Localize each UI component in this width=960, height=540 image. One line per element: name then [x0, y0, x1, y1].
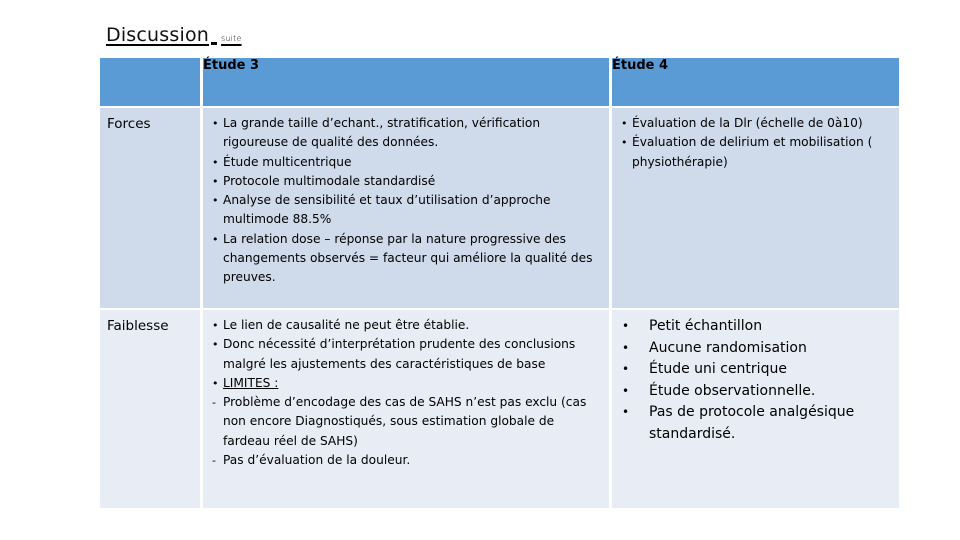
header-etude-4: Étude 4 [612, 58, 899, 108]
row-label-forces: Forces [100, 108, 203, 310]
cell-forces-etude-3 [203, 108, 612, 310]
list-item: • Petit échantillon [620, 316, 891, 338]
list-item: • Aucune randomisation [620, 338, 891, 360]
list-item: • La grande taille d’echant., stratification, vérification rigoureuse de qualité des données. [211, 114, 601, 153]
list-forces-etude-4 [612, 108, 899, 172]
table-header-row [100, 58, 899, 108]
cell-forces-etude-4 [612, 108, 899, 310]
title-underline-mark [211, 42, 217, 45]
table-row-faiblesse [100, 310, 899, 508]
limites-heading: LIMITES : [223, 375, 279, 390]
list-item: • Analyse de sensibilité et taux d’utilisation d’approche multimode 88.5% [211, 191, 601, 230]
cell-faiblesse-etude-3 [203, 310, 612, 508]
table-row-forces [100, 108, 899, 310]
header-etude-3: Étude 3 [203, 58, 612, 108]
list-item: • Évaluation de delirium et mobilisation ( physiothérapie) [620, 133, 891, 172]
list-item: • La relation dose – réponse par la nature progressive des changements observés = facteur qui améliore la qualité des preuves. [211, 230, 601, 288]
cell-faiblesse-etude-4 [612, 310, 899, 508]
list-item: • Évaluation de la Dlr (échelle de 0à10) [620, 114, 891, 133]
list-forces-etude-3 [203, 108, 609, 288]
list-item-limites [211, 374, 601, 393]
list-item-dash: - Problème d’encodage des cas de SAHS n’est pas exclu (cas non encore Diagnostiqués, sous estimation globale de fardeau réel de SAHS) [211, 393, 601, 451]
list-faiblesse-etude-4 [612, 310, 899, 445]
slide-title-main: Discussion [106, 24, 210, 46]
slide-title [106, 22, 242, 46]
header-empty-cell [100, 58, 203, 108]
list-item: • Le lien de causalité ne peut être établie. [211, 316, 601, 335]
list-item: • Donc nécessité d’interprétation prudente des conclusions malgré les ajustements des caractéristiques de base [211, 335, 601, 374]
list-item: • Étude observationnelle. [620, 381, 891, 403]
list-faiblesse-etude-3 [203, 310, 609, 470]
comparison-table [100, 58, 899, 508]
list-item: • Protocole multimodale standardisé [211, 172, 601, 191]
row-label-faiblesse: Faiblesse [100, 310, 203, 508]
list-item: • Étude uni centrique [620, 359, 891, 381]
slide-title-suffix: suite [221, 34, 242, 43]
list-item-dash: - Pas d’évaluation de la douleur. [211, 451, 601, 470]
list-item: • Pas de protocole analgésique standardisé. [620, 402, 891, 445]
list-item: • Étude multicentrique [211, 153, 601, 172]
